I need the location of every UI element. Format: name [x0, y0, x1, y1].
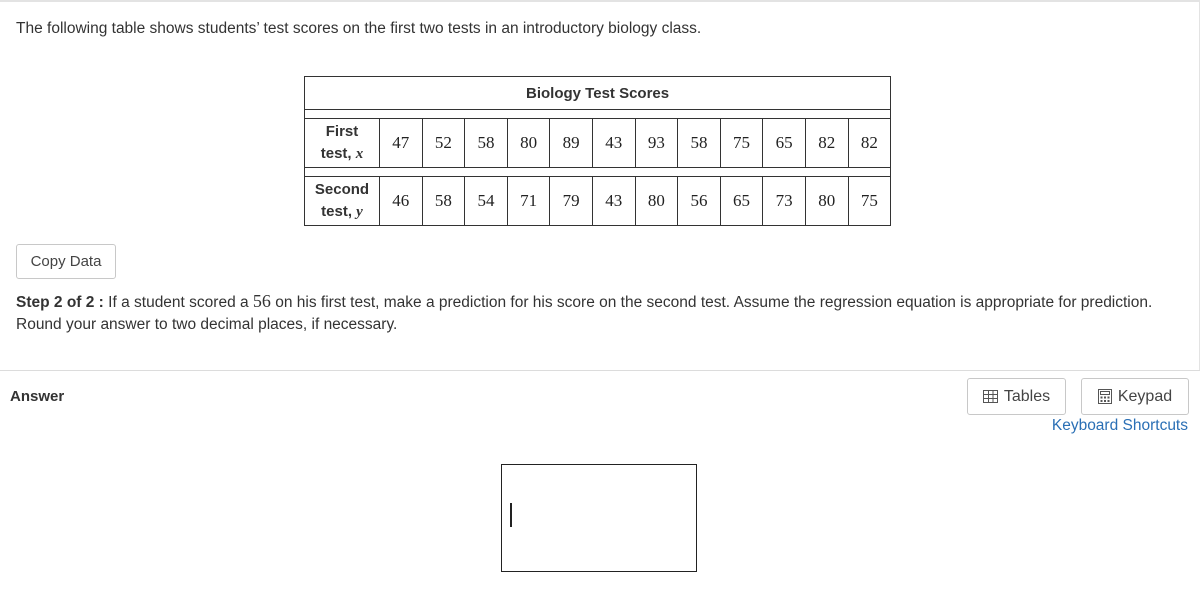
tables-button[interactable]: [967, 378, 1066, 415]
table-cell: 56: [678, 177, 721, 226]
row-header-second-test: Second test, y: [305, 177, 380, 226]
calculator-icon: [1098, 389, 1112, 404]
table-cell: 58: [465, 119, 508, 168]
table-row: [305, 177, 891, 226]
table-cell: 43: [592, 177, 635, 226]
table-cell: 43: [592, 119, 635, 168]
copy-data-button[interactable]: Copy Data: [16, 244, 116, 279]
table-cell: 75: [720, 119, 763, 168]
table-gap: [305, 168, 891, 177]
keypad-button[interactable]: [1081, 378, 1189, 415]
table-title: Biology Test Scores: [305, 77, 891, 110]
keyboard-shortcuts-link[interactable]: Keyboard Shortcuts: [1051, 417, 1188, 434]
table-cell: 89: [550, 119, 593, 168]
table-row: [305, 119, 891, 168]
table-gap: [305, 110, 891, 119]
table-cell: 58: [422, 177, 465, 226]
table-cell: 58: [678, 119, 721, 168]
keypad-label: Keypad: [1117, 387, 1173, 405]
table-cell: 71: [507, 177, 550, 226]
answer-label: Answer: [10, 388, 65, 405]
intro-text: The following table shows students’ test scores on the first two tests in an introductory biology class.: [16, 20, 702, 37]
table-cell: 54: [465, 177, 508, 226]
table-cell: 75: [848, 177, 891, 226]
table-cell: 52: [422, 119, 465, 168]
table-cell: 82: [848, 119, 891, 168]
section-divider: [0, 370, 1200, 371]
table-cell: 73: [763, 177, 806, 226]
table-cell: 80: [507, 119, 550, 168]
table-cell: 46: [380, 177, 423, 226]
question-text: Step 2 of 2 : If a student scored a 56 on his first test, make a prediction for his score on the second test. Assume the regression equation is appropriate for prediction. Round your answer to two decimal places, if necessary.: [16, 291, 1153, 333]
table-grid-icon: [983, 390, 998, 403]
top-border: [0, 0, 1200, 2]
step-label: Step 2 of 2 :: [16, 294, 104, 311]
table-cell: 47: [380, 119, 423, 168]
given-score: 56: [252, 291, 271, 311]
table-cell: 65: [720, 177, 763, 226]
table-cell: 93: [635, 119, 678, 168]
tables-label: Tables: [1003, 387, 1051, 405]
table-cell: 80: [635, 177, 678, 226]
row-header-first-test: First test, x: [305, 119, 380, 168]
biology-test-scores-table: [304, 76, 891, 226]
table-cell: 65: [763, 119, 806, 168]
table-cell: 79: [550, 177, 593, 226]
table-cell: 80: [805, 177, 848, 226]
text-caret: [510, 503, 512, 527]
answer-input[interactable]: [501, 464, 697, 572]
table-cell: 82: [805, 119, 848, 168]
